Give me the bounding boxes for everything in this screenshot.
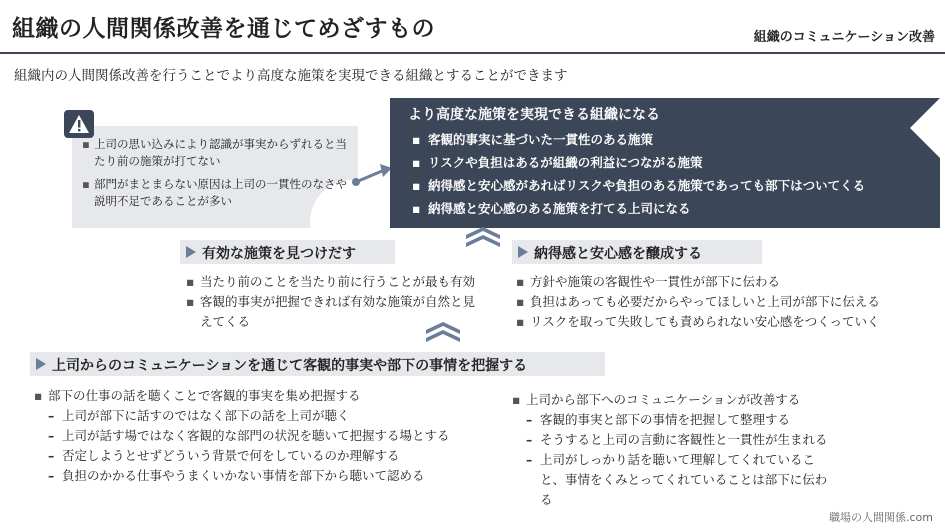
goal-box <box>390 98 940 228</box>
trust-item: ▪ 負担はあっても必要だからやってほしいと上司が部下に伝える <box>516 292 936 312</box>
communication-sub-item: – 客観的事実と部下の事情を把握して整理する <box>512 410 832 430</box>
title-divider <box>0 52 945 54</box>
goal-item: ▪ リスクや負担はあるが組織の利益につながる施策 <box>412 151 865 174</box>
warning-list <box>82 136 352 216</box>
warning-icon <box>64 110 94 138</box>
play-arrow-icon <box>36 358 46 370</box>
goal-item: ▪ 納得感と安心感があればリスクや負担のある施策であっても部下はついてくる <box>412 174 865 197</box>
connector-arrow <box>350 160 394 190</box>
category-label: 組織のコミュニケーション改善 <box>753 30 935 45</box>
lead-text: 組織内の人間関係改善を行うことでより高度な施策を実現できる組織とすることができます <box>14 68 568 84</box>
trust-label-box <box>512 240 762 264</box>
communication-main-item: ▪ 部下の仕事の話を聴くことで客観的事実を集め把握する <box>34 386 504 406</box>
goal-list <box>412 128 865 220</box>
trust-list <box>516 272 936 332</box>
communication-sub-item: – 上司が部下に話すのではなく部下の話を上司が聴く <box>34 406 504 426</box>
communication-left-list <box>34 386 504 486</box>
play-arrow-icon <box>186 246 196 258</box>
effective-item: ▪ 当たり前のことを当たり前に行うことが最も有効 <box>186 272 486 292</box>
trust-label: 納得感と安心感を醸成する <box>534 246 702 262</box>
trust-item: ▪ リスクを取って失敗しても責められない安心感をつくっていく <box>516 312 936 332</box>
goal-item: ▪ 納得感と安心感のある施策を打てる上司になる <box>412 197 865 220</box>
communication-label-box <box>30 352 605 376</box>
warning-box <box>72 126 358 228</box>
warning-item: ▪ 上司の思い込みにより認識が事実からずれると当たり前の施策が打てない <box>82 136 352 170</box>
effective-item: ▪ 客観的事実が把握できれば有効な施策が自然と見えてくる <box>186 292 486 332</box>
goal-item: ▪ 客観的事実に基づいた一貫性のある施策 <box>412 128 865 151</box>
effective-label-box <box>180 240 395 264</box>
communication-main-item: ▪ 上司から部下へのコミュニケーションが改善する <box>512 390 832 410</box>
communication-label: 上司からのコミュニケーションを通じて客観的事実や部下の事情を把握する <box>52 358 528 374</box>
footer-site-name: 職場の人間関係.com <box>829 511 933 524</box>
play-arrow-icon <box>518 246 528 258</box>
trust-item: ▪ 方針や施策の客観性や一貫性が部下に伝わる <box>516 272 936 292</box>
chevron-up-icon <box>466 225 500 251</box>
page-title: 組織の人間関係改善を通じてめざすもの <box>12 16 435 42</box>
communication-sub-item: – そうすると上司の言動に客観性と一貫性が生まれる <box>512 430 832 450</box>
communication-sub-item: – 否定しようとせずどういう背景で何をしているのか理解する <box>34 446 504 466</box>
effective-label: 有効な施策を見つけだす <box>202 246 356 262</box>
chevron-up-icon <box>426 320 460 346</box>
communication-sub-item: – 上司が話す場ではなく客観的な部門の状況を聴いて把握する場とする <box>34 426 504 446</box>
communication-sub-item: – 上司がしっかり話を聴いて理解してくれていること、事情をくみとってくれていることは部下に伝わる <box>512 450 832 510</box>
communication-sub-item: – 負担のかかる仕事やうまくいかない事情を部下から聴いて認める <box>34 466 504 486</box>
warning-item: ▪ 部門がまとまらない原因は上司の一貫性のなさや説明不足であることが多い <box>82 176 352 210</box>
communication-right-list <box>512 390 832 510</box>
goal-title: より高度な施策を実現できる組織になる <box>408 107 660 123</box>
